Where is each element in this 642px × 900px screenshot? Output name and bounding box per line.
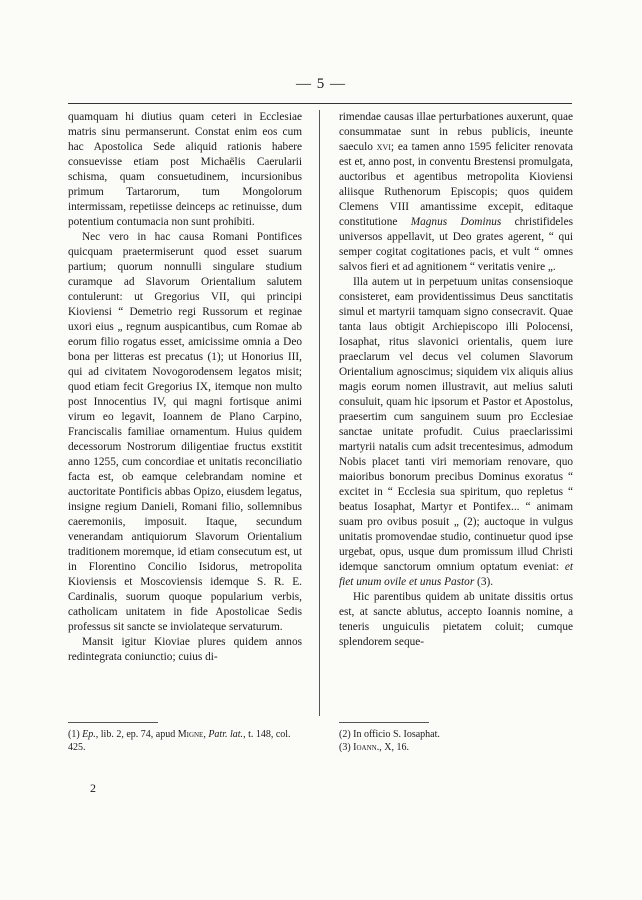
- footnotes-right: [339, 728, 575, 754]
- footnote-3-end: , X, 16.: [379, 742, 409, 753]
- header-rule: [68, 103, 572, 104]
- footnote-3: [339, 741, 575, 754]
- footnote-3-num: (3): [339, 742, 354, 753]
- column-divider: [319, 110, 320, 716]
- left-column: [68, 110, 302, 665]
- footnote-2: (2) In officio S. Iosaphat.: [339, 729, 440, 740]
- page-number: — 5 —: [296, 76, 346, 92]
- left-paragraph-3: Mansit igitur Kioviae plures quidem annos redintegrata coniunctio; cuius di-: [68, 636, 302, 663]
- footnote-1-mid: , lib. 2, ep. 74, apud: [95, 729, 178, 740]
- footnote-rule-right: [339, 722, 429, 723]
- footnote-1: [68, 728, 304, 754]
- footnote-1-author: Migne: [177, 729, 204, 740]
- left-paragraph-1: quamquam hi diutius quam ceteri in Ecclesiae matris sinu permanserunt. Constat enim eos cum hac Apostolica Sede aliquid rationis habere consuevisse etiam post Michaëlis Caerularii schisma, quam consuetudinem, incursionibus primum Tartarorum, tum Mongolorum intermissam, repetiisse deinceps ac retinuisse, dum potentium contumacia non sunt prohibiti.: [68, 111, 302, 228]
- right-paragraph-3: Hic parentibus quidem ab unitate dissitis ortus est, at sancte ablutus, accepto Ioannis nomine, a teneris unguiculis pietatem coluit; cumque splendorem seque-: [339, 591, 573, 648]
- signature-mark: 2: [90, 781, 96, 795]
- right-p1-title: Magnus Dominus: [410, 216, 502, 228]
- right-paragraph-2: [339, 275, 573, 590]
- footnote-1-num: (1): [68, 729, 83, 740]
- footnotes-left: [68, 728, 304, 754]
- footnote-rule-left: [68, 722, 158, 723]
- footnote-1-work: Ep.: [82, 729, 96, 740]
- footnote-1-end: , t. 148, col. 425.: [68, 729, 291, 753]
- right-p1-text-b: ; ea tamen anno 1595 feliciter renovata est et, anno post, in conventu Brestensi promulgata, auctoribus et agentibus metropolita Kioviensi aliisque Ruthenorum Episcopis; quos quidem Clemens VIII amantissime excepit, editaque constitutione: [339, 141, 573, 228]
- footnote-1-series: Patr. lat.: [208, 729, 244, 740]
- footnote-3-book: Ioann.: [353, 742, 380, 753]
- left-paragraph-2: Nec vero in hac causa Romani Pontifices quicquam praetermiserunt quod esset suarum partium; quorum nonnulli singulare studium curamque ad Slavorum Orientalium salutem contulerunt: ut Gregorius VII, qui principi Kioviensi “ Demetrio regi Russorum et reginae uxori eius „ regnum auspicantibus, cum Romae ab eorum filio rogatus esset, amicissime omnia a Deo bona per litteras est precatus (1); ut Honorius III, qui ad civitatem Novogorodensem legatos misit; quod etiam fecit Gregorius IX, itemque non multo post Innocentius IV, qui magni fortisque animi virum eo legavit, Ioannem de Plano Carpino, Franciscalis familiae ornamentum. Huius quidem decessorum Nostrorum diligentiae fructus exstitit anno 1255, cum concordiae et unitatis reconciliatio facta est, ob eamque celebrandam nomine et auctoritate Pontificis abbas Opizo, eiusdem legatus, insigne regium Danieli, Romani filio, sollemnibus caeremoniis, imposuit. Itaque, secundum venerandam antiquiorum Slavorum Orientalium traditionem moremque, id etiam consecutum est, ut in Florentino Concilio Isidorus, metropolita Kioviensis et Moscoviensis idemque S. R. E. Cardinalis, suorum quoque popularium verbis, catholicam unitatem in fide Apostolicae Sedis professus sit sancte se inviolateque servaturum.: [68, 231, 302, 633]
- right-column: [339, 110, 573, 650]
- right-p2-text-b: (3).: [474, 576, 494, 588]
- right-p1-century: xvi: [376, 141, 391, 153]
- right-p2-quote: et fiet unum ovile et unus Pastor: [339, 561, 573, 588]
- footnote-1-sep: ,: [203, 729, 209, 740]
- right-paragraph-1: [339, 110, 573, 275]
- right-p2-text-a: Illa autem ut in perpetuum unitas consensioque consisteret, eam providentissimus Deus sanctitatis simul et martyrii tamquam signo consecravit. Quae tanta laus obtigit Archiepiscopo illi Polocensi, Iosaphat, ritus slavonici orientalis, quem iure praeclarum vel decus vel columen Slavorum Orientalium agnoscimus; siquidem vix aliquis alius magis eorum nomen illustravit, aut melius saluti consuluit, quam hic ipsorum et Pastor et Apostolus, praesertim cum sanguinem suum pro Ecclesiae sanctae unitate profudit. Cuius praeclarissimi martyrii natalis cum adsit trecentesimus, admodum Nobis placet tanti viri memoriam renovare, quo maioribus bonorum precibus Dominus exoratus “ excitet in “ Ecclesia sua spiritum, quo repletus “ beatus Iosaphat, Martyr et Pontifex... “ animam suam pro ovibus posuit „ (2); auctoque in vulgus unitatis promovendae studio, continuetur quod ipse urgebat, opus, usque dum promissum illud Christi idemque sanctorum omnium optatum eveniat:: [339, 276, 573, 573]
- right-p1-text-a: rimendae causas illae perturbationes auxerunt, quae consummatae sunt in rebus publicis, ineunte saeculo: [339, 111, 573, 153]
- right-p1-text-c: christifideles universos appellavit, ut Deo grates agerent, “ qui semper cogitat cogitationes pacis, et vult “ omnes salvos fieri et ad agnitionem “ veritatis venire „.: [339, 216, 573, 273]
